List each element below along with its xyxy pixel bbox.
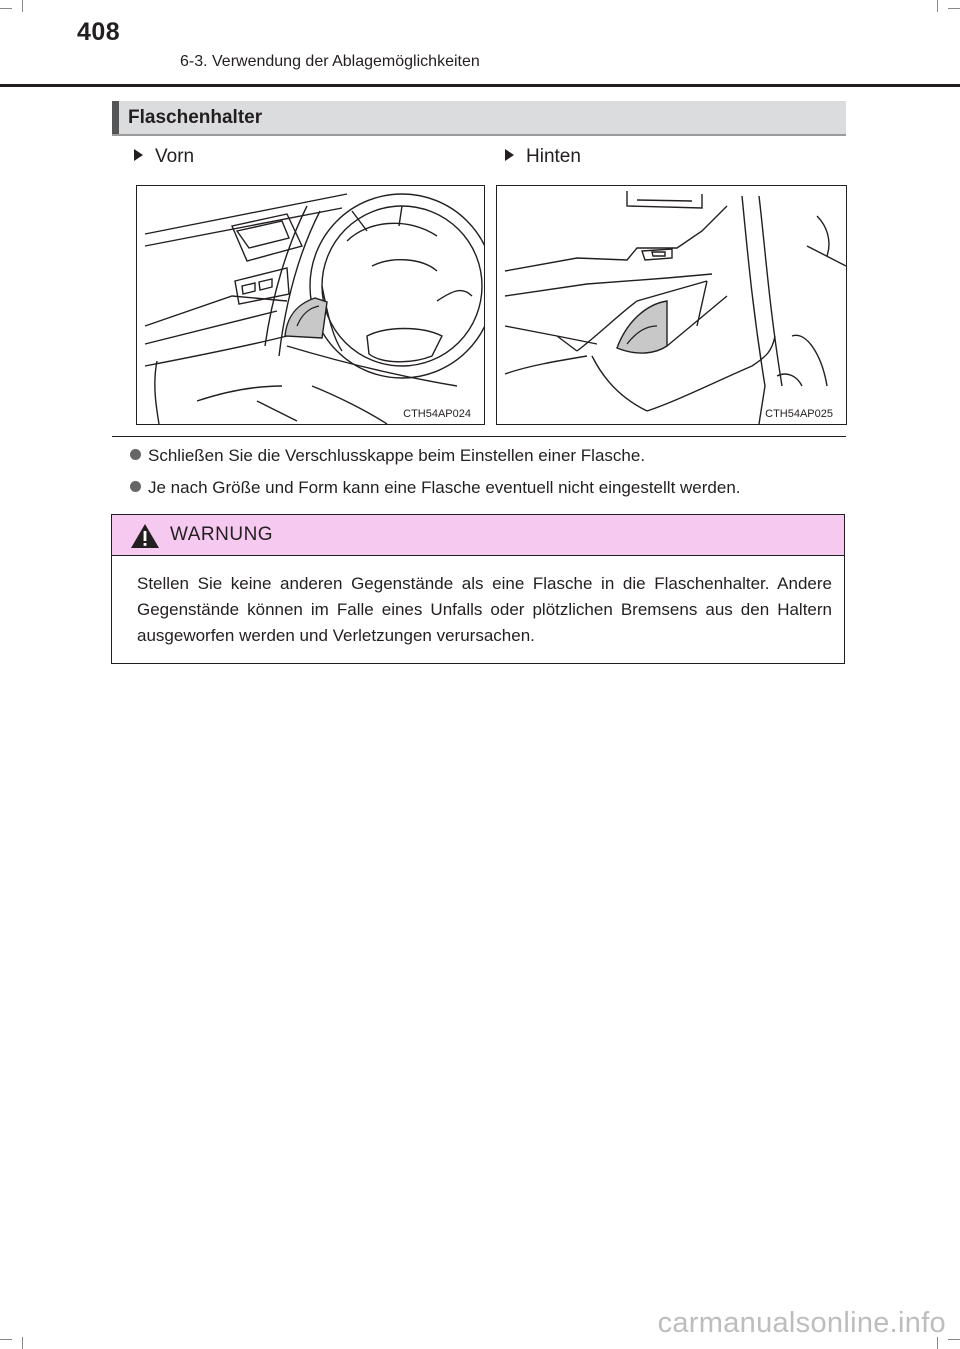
page-number: 408 (77, 18, 121, 46)
figure-label-front-text: Vorn (155, 146, 195, 167)
watermark: carmanualsonline.info (657, 1307, 946, 1339)
running-head: 6-3. Verwendung der Ablagemöglichkeiten (180, 53, 480, 70)
bullet-text: Schließen Sie die Verschlusskappe beim Einstellen einer Flasche. (148, 446, 646, 465)
warning-triangle-icon (130, 523, 160, 549)
front-bottle-holder-illustration (137, 186, 484, 424)
bullet-dot-icon (130, 481, 141, 492)
section-header (112, 101, 846, 134)
warning-title: WARNUNG (170, 524, 274, 545)
figure-code: CTH54AP024 (403, 408, 471, 420)
figure-label-front (134, 146, 194, 168)
figure-code: CTH54AP025 (765, 408, 833, 420)
section-title: Flaschenhalter (128, 107, 263, 128)
figure-label-rear-text: Hinten (526, 146, 581, 167)
crop-mark (937, 0, 938, 12)
bullet-item (130, 446, 830, 466)
figure-rear (496, 185, 847, 425)
warning-text: Stellen Sie keine anderen Gegenstände als eine Flasche in die Flaschenhalter. Andere Gegenstände können im Falle eines Unfalls oder plötzlichen Bremsens aus den Haltern ausgeworfen werden und Verletzungen verursachen. (137, 574, 832, 645)
arrow-right-triangle-icon (505, 149, 514, 161)
separator-rule (112, 436, 846, 437)
arrow-right-triangle-icon (134, 149, 143, 161)
bullet-text: Je nach Größe und Form kann eine Flasche eventuell nicht eingestellt werden. (148, 478, 741, 497)
figure-front (136, 185, 485, 425)
figure-label-rear (505, 146, 581, 168)
crop-mark (22, 0, 23, 12)
crop-mark (22, 1337, 23, 1349)
rear-bottle-holder-illustration (497, 186, 846, 424)
section-marker (112, 101, 119, 134)
crop-mark (948, 8, 960, 9)
bullet-item (130, 478, 830, 498)
warning-box (111, 514, 845, 664)
crop-mark (0, 8, 12, 9)
crop-mark (0, 1339, 12, 1340)
section-underline (112, 134, 846, 136)
warning-header (112, 515, 844, 556)
bullet-dot-icon (130, 449, 141, 460)
header-rule (0, 84, 960, 87)
crop-mark (948, 1339, 960, 1340)
